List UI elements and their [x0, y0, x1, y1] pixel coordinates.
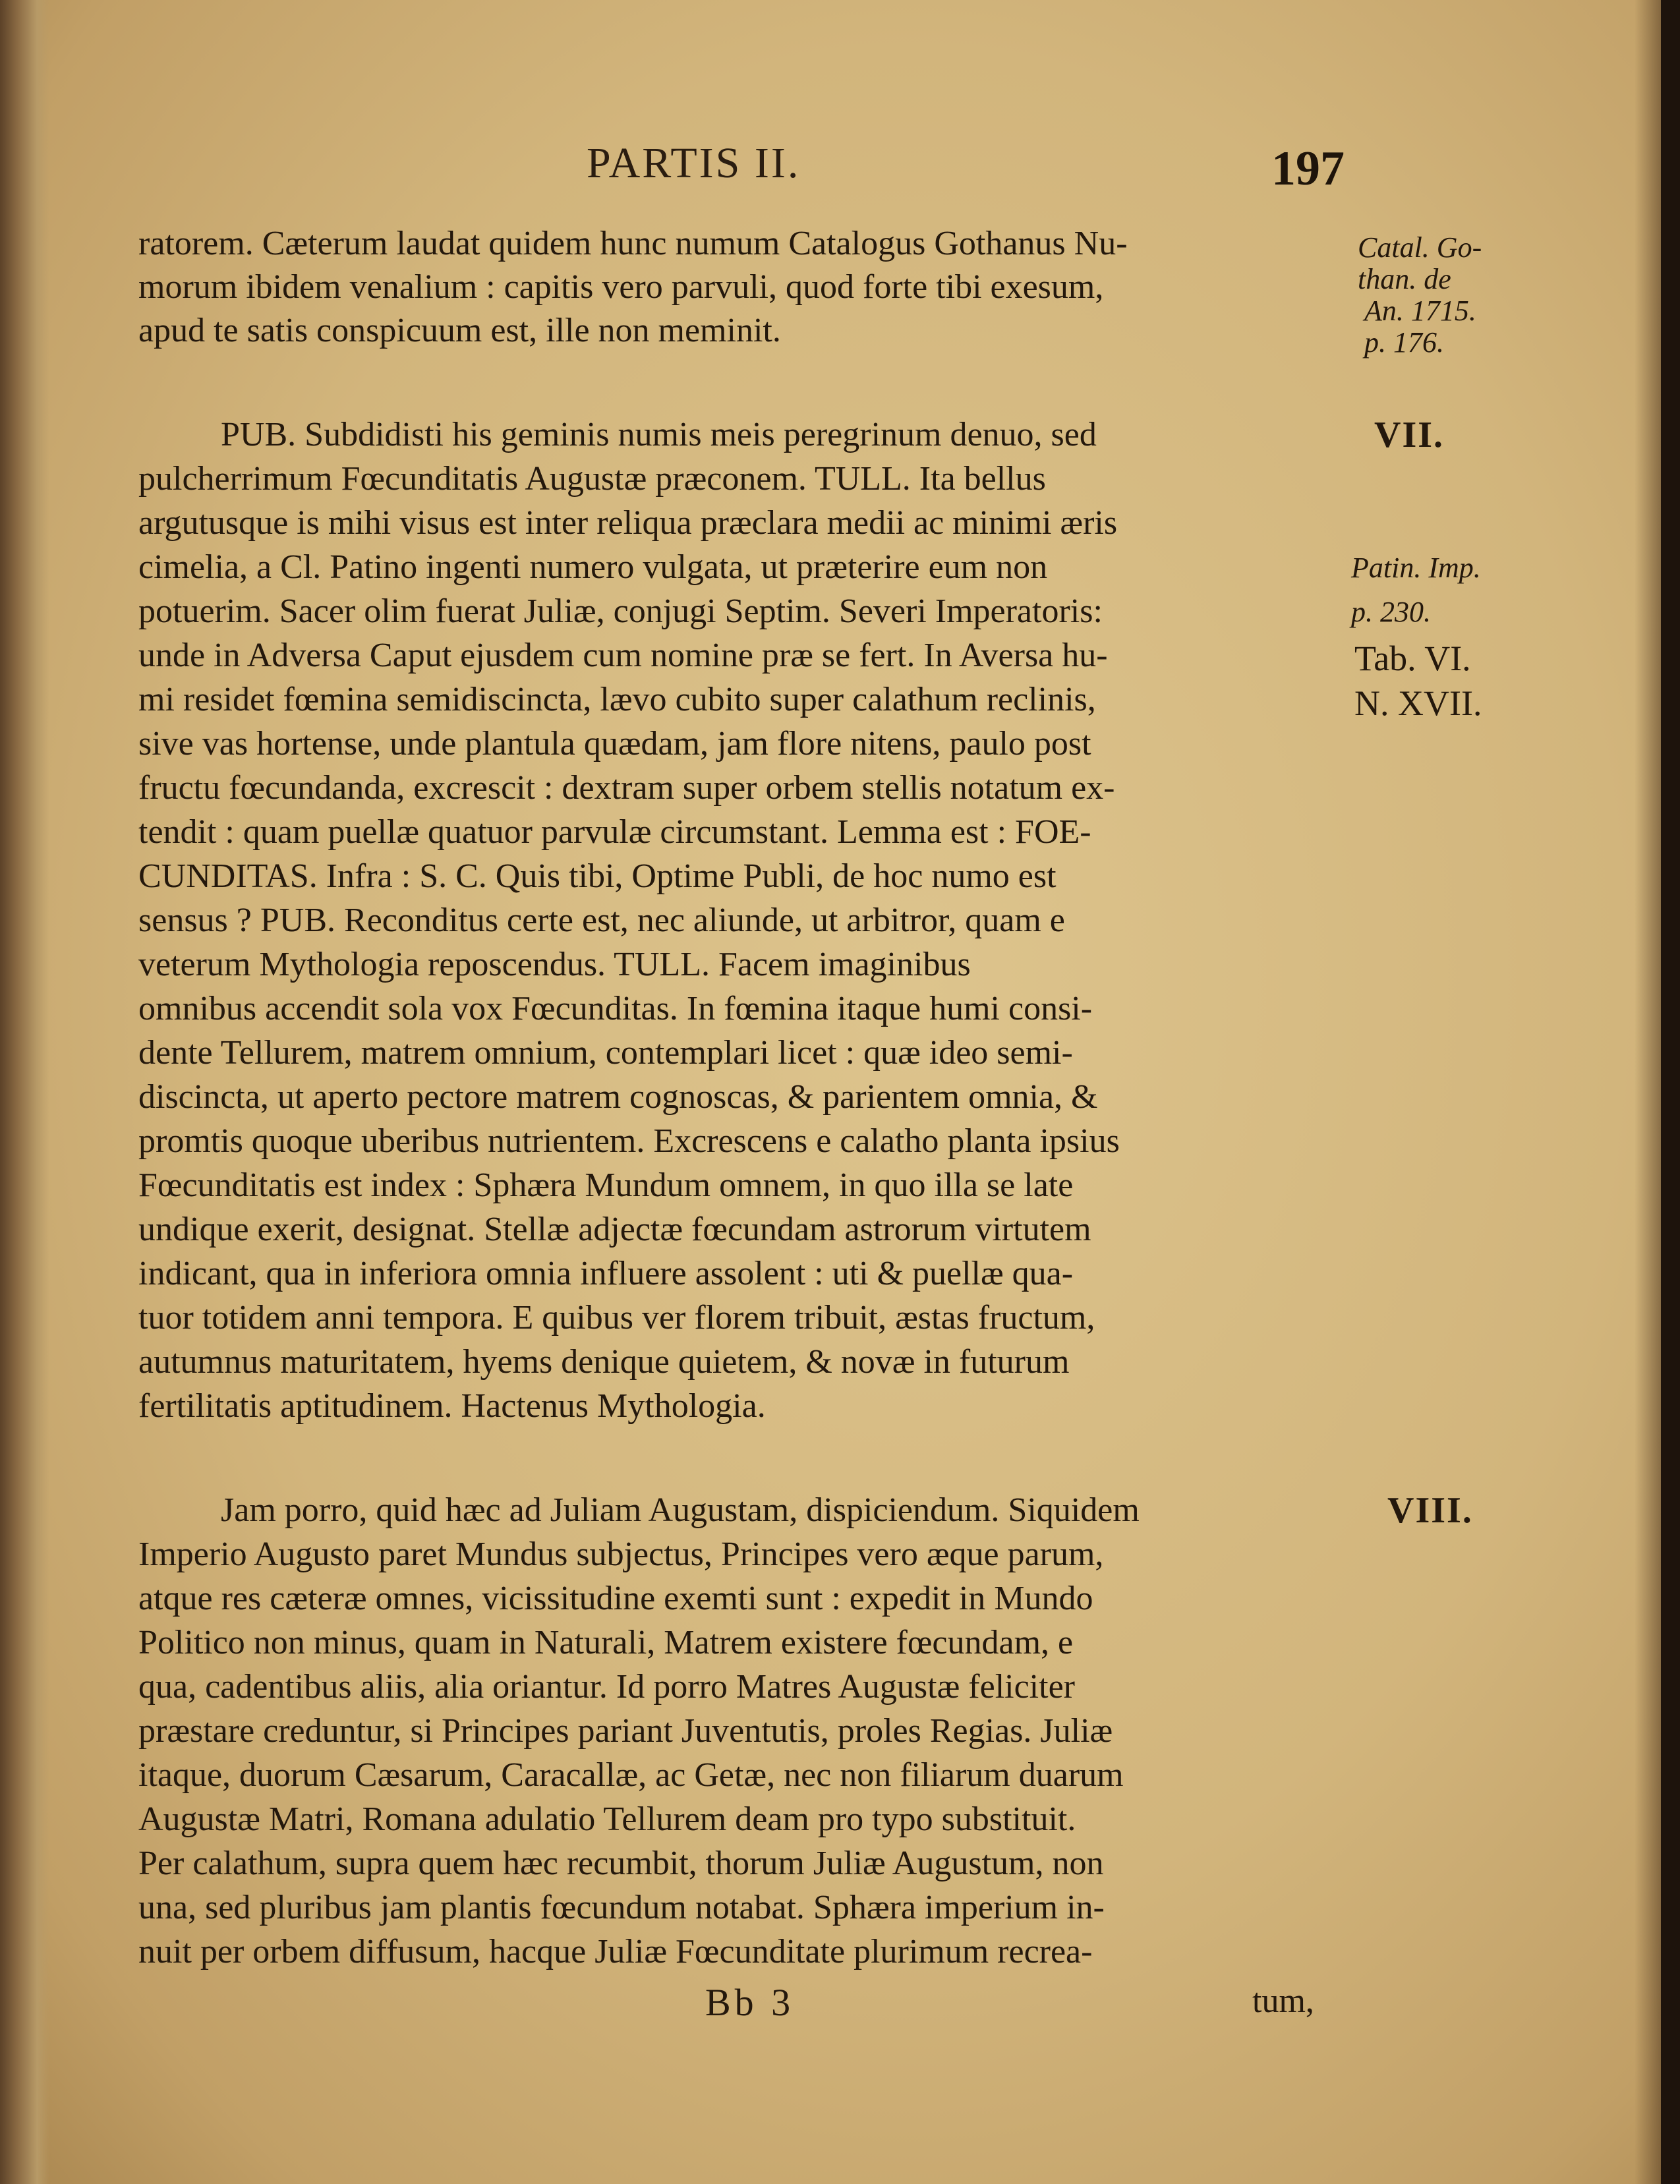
running-title: PARTIS II.	[587, 139, 801, 187]
text-line: Per calathum, supra quem hæc recumbit, thorum Juliæ Augustum, non	[138, 1845, 1104, 1882]
text-line: PUB. Subdidisti his geminis numis meis peregrinum denuo, sed	[221, 416, 1097, 453]
text-line: præstare creduntur, si Principes pariant Juventutis, proles Regias. Juliæ	[138, 1712, 1113, 1750]
text-line: itaque, duorum Cæsarum, Caracallæ, ac Getæ, nec non filiarum duarum	[138, 1756, 1124, 1794]
text-line: morum ibidem venalium : capitis vero parvuli, quod forte tibi exesum,	[138, 268, 1104, 306]
text-line: mi residet fœmina semidiscincta, lævo cubito super calathum reclinis,	[138, 681, 1096, 718]
margin-note-number: N. XVII.	[1354, 683, 1482, 723]
text-line: nuit per orbem diffusum, hacque Juliæ Fœcunditate plurimum recrea-	[138, 1933, 1093, 1970]
text-line: Politico non minus, quam in Naturali, Matrem existere fœcundam, e	[138, 1624, 1074, 1661]
text-line: omnibus accendit sola vox Fœcunditas. In fœmina itaque humi consi-	[138, 990, 1093, 1027]
text-line: autumnus maturitatem, hyems denique quietem, & novæ in futurum	[138, 1343, 1070, 1381]
section-number: VII.	[1374, 415, 1445, 455]
text-line: una, sed pluribus jam plantis fœcundum notabat. Sphæra imperium in-	[138, 1889, 1105, 1926]
margin-note-catalogus: p. 176.	[1364, 326, 1444, 359]
text-line: cimelia, a Cl. Patino ingenti numero vulgata, ut præterire eum non	[138, 548, 1048, 586]
signature-mark: Bb 3	[705, 1981, 795, 2024]
text-line: qua, cadentibus aliis, alia oriantur. Id porro Matres Augustæ feliciter	[138, 1668, 1075, 1706]
text-line: potuerim. Sacer olim fuerat Juliæ, conjugi Septim. Severi Imperatoris:	[138, 592, 1103, 630]
text-line: tendit : quam puellæ quatuor parvulæ circumstant. Lemma est : FOE-	[138, 813, 1091, 851]
page-number: 197	[1271, 142, 1345, 196]
catchword: tum,	[1252, 1982, 1314, 2020]
text-line: fertilitatis aptitudinem. Hactenus Mythologia.	[138, 1387, 766, 1425]
text-line: Imperio Augusto paret Mundus subjectus, Principes vero æque parum,	[138, 1536, 1104, 1573]
text-line: unde in Adversa Caput ejusdem cum nomine præ se fert. In Aversa hu-	[138, 637, 1108, 674]
text-line: dente Tellurem, matrem omnium, contemplari licet : quæ ideo semi-	[138, 1034, 1073, 1072]
text-line: Augustæ Matri, Romana adulatio Tellurem deam pro typo substituit.	[138, 1800, 1076, 1838]
margin-note-catalogus: Catal. Go-	[1358, 231, 1482, 264]
text-line: ratorem. Cæterum laudat quidem hunc numum Catalogus Gothanus Nu-	[138, 225, 1128, 262]
section-number: VIII.	[1387, 1490, 1473, 1531]
text-line: Fœcunditatis est index : Sphæra Mundum omnem, in quo illa se late	[138, 1166, 1074, 1204]
text-line: undique exerit, designat. Stellæ adjectæ fœcundam astrorum virtutem	[138, 1211, 1091, 1248]
page-edge	[1635, 0, 1661, 2184]
text-line: sive vas hortense, unde plantula quædam, jam flore nitens, paulo post	[138, 725, 1091, 762]
text-line: tuor totidem anni tempora. E quibus ver florem tribuit, æstas fructum,	[138, 1299, 1095, 1336]
text-line: apud te satis conspicuum est, ille non meminit.	[138, 312, 781, 349]
margin-note-tab: Tab. VI.	[1354, 639, 1471, 678]
margin-note-catalogus: than. de	[1358, 263, 1451, 295]
text-line: pulcherrimum Fœcunditatis Augustæ præconem. TULL. Ita bellus	[138, 460, 1046, 498]
book-gutter	[0, 0, 49, 2184]
text-line: veterum Mythologia reposcendus. TULL. Facem imaginibus	[138, 946, 971, 983]
text-line: Jam porro, quid hæc ad Juliam Augustam, dispiciendum. Siquidem	[221, 1491, 1140, 1529]
text-line: atque res cæteræ omnes, vicissitudine exemti sunt : expedit in Mundo	[138, 1580, 1093, 1617]
text-line: promtis quoque uberibus nutrientem. Excrescens e calatho planta ipsius	[138, 1122, 1120, 1160]
margin-note-patin: Patin. Imp.	[1351, 552, 1481, 584]
text-line: CUNDITAS. Infra : S. C. Quis tibi, Optime Publi, de hoc numo est	[138, 857, 1057, 895]
text-line: argutusque is mihi visus est inter reliqua præclara medii ac minimi æris	[138, 504, 1118, 542]
page-header	[138, 138, 1345, 204]
margin-note-catalogus: An. 1715.	[1364, 295, 1476, 327]
text-line: fructu fœcundanda, excrescit : dextram super orbem stellis notatum ex-	[138, 769, 1115, 807]
text-line: indicant, qua in inferiora omnia influere assolent : uti & puellæ qua-	[138, 1255, 1074, 1292]
margin-note-patin: p. 230.	[1351, 596, 1431, 628]
text-line: discincta, ut aperto pectore matrem cognoscas, & parientem omnia, &	[138, 1078, 1098, 1116]
text-line: sensus ? PUB. Reconditus certe est, nec aliunde, ut arbitror, quam e	[138, 902, 1065, 939]
